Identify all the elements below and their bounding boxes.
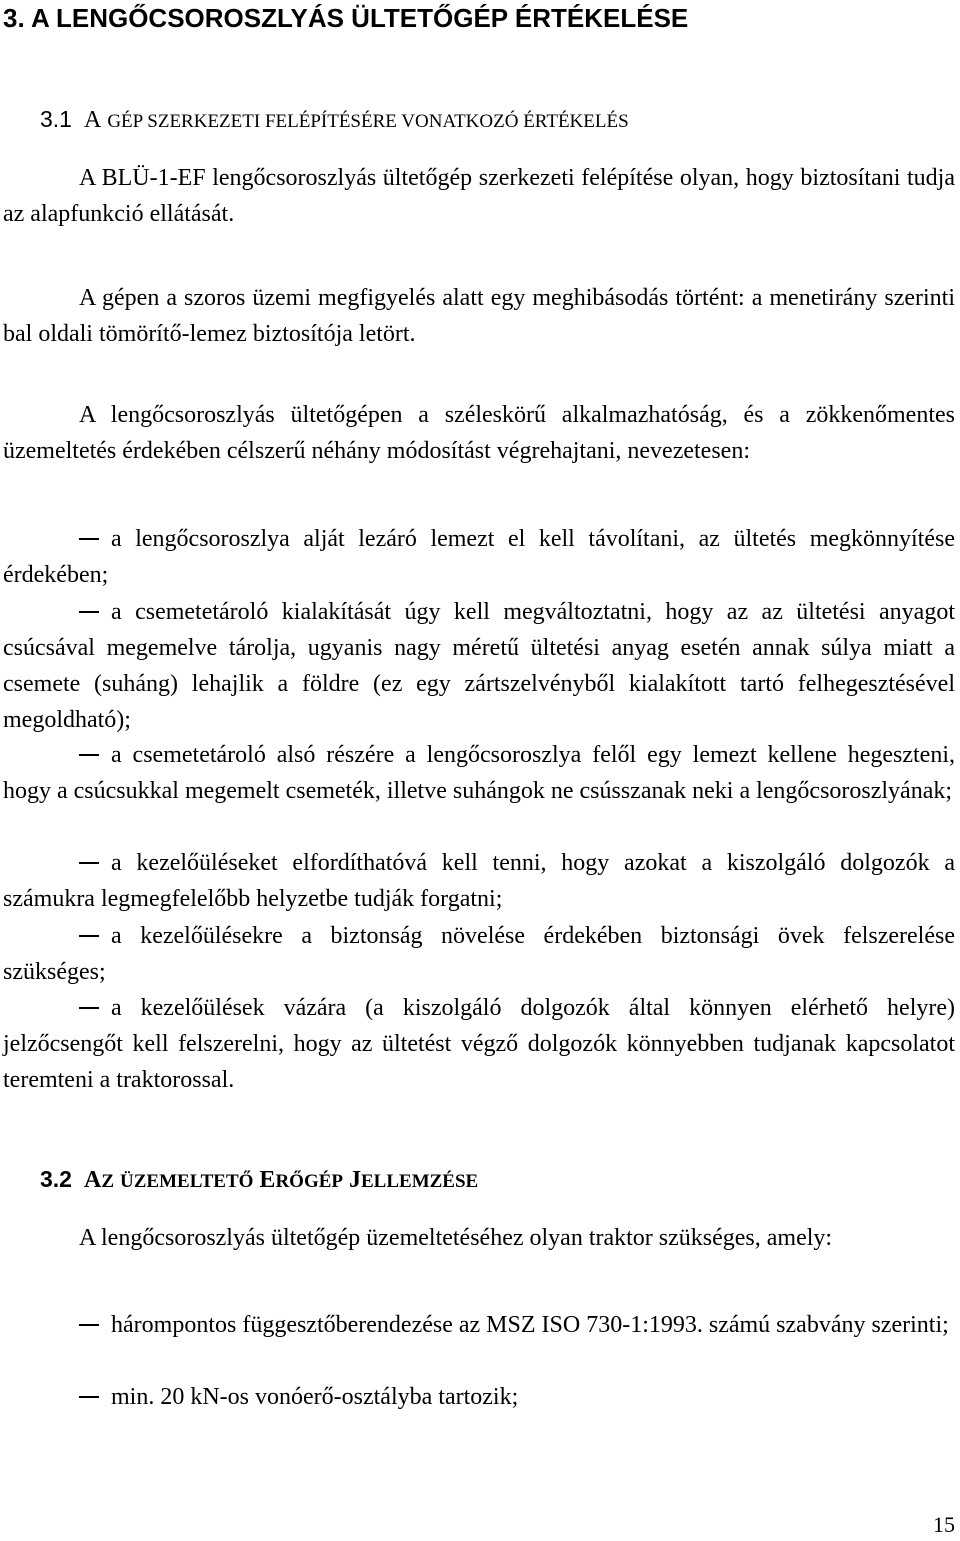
section-title-initial: E bbox=[259, 1167, 276, 1193]
list-item-text: a csemetetároló alsó részére a lengőcsoroszlya felől egy lemezt kellene hegeszteni, hogy a csúcsukkal megemelt csemeték, illetve suhángok ne csússzanak neki a lengőcsoroszlyának; bbox=[3, 742, 955, 804]
list-item bbox=[3, 737, 955, 809]
list-item-text: hárompontos függesztőberendezése az MSZ ISO 730-1:1993. számú szabvány szerinti; bbox=[111, 1312, 949, 1338]
dash-bullet-icon bbox=[79, 754, 99, 756]
paragraph-tractor: A lengőcsoroszlyás ültetőgép üzemeltetéséhez olyan traktor szükséges, amely: bbox=[79, 1225, 833, 1251]
dash-bullet-icon bbox=[79, 1007, 99, 1009]
list-item bbox=[3, 990, 955, 1098]
section-title-initial: J bbox=[349, 1167, 361, 1193]
document-page bbox=[3, 0, 955, 1541]
dash-bullet-icon bbox=[79, 862, 99, 864]
section-number: 3.1 bbox=[40, 106, 72, 132]
list-item bbox=[3, 594, 955, 738]
dash-bullet-icon bbox=[79, 611, 99, 613]
paragraph-intro: A BLÜ-1-EF lengőcsoroszlyás ültetőgép szerkezeti felépítése olyan, hogy biztosítani tudja az alapfunkció ellátását. bbox=[3, 165, 955, 227]
dash-bullet-icon bbox=[79, 935, 99, 937]
section-title-text: ÜZEMELTETŐ bbox=[120, 1171, 254, 1192]
section-3-1-heading bbox=[40, 103, 629, 138]
list-item-text: a lengőcsoroszlya alját lezáró lemezt el kell távolítani, az ültetés megkönnyítése érdekében; bbox=[3, 526, 955, 588]
dash-bullet-icon bbox=[79, 1324, 99, 1326]
list-item-text: min. 20 kN-os vonóerő-osztályba tartozik; bbox=[111, 1384, 519, 1410]
list-item bbox=[3, 918, 955, 990]
chapter-title: 3. A LENGŐCSOROSZLYÁS ÜLTETŐGÉP ÉRTÉKELÉSE bbox=[3, 3, 689, 33]
list-item bbox=[3, 521, 955, 593]
list-item bbox=[3, 1307, 955, 1343]
page-number: 15 bbox=[933, 1512, 955, 1537]
section-title-initial: A bbox=[83, 1167, 102, 1193]
paragraph-modifications: A lengőcsoroszlyás ültetőgépen a széleskörű alkalmazhatóság, és a zökkenőmentes üzemeltetés érdekében célszerű néhány módosítást végrehajtani, nevezetesen: bbox=[3, 402, 955, 464]
list-item-text: a kezelőüléseket elfordíthatóvá kell tenni, hogy azokat a kiszolgáló dolgozók a számukra legmegfelelőbb helyzetbe tudják forgatni; bbox=[3, 850, 955, 912]
paragraph-failure: A gépen a szoros üzemi megfigyelés alatt egy meghibásodás történt: a menetirány szerinti bal oldali tömörítő-lemez biztosítója letört. bbox=[3, 285, 955, 347]
section-title-initial: A bbox=[83, 107, 102, 133]
section-title-text: RŐGÉP bbox=[275, 1171, 343, 1192]
list-item-text: a kezelőülésekre a biztonság növelése érdekében biztonsági övek felszerelése szükséges; bbox=[3, 923, 955, 985]
list-item-text: a kezelőülések vázára (a kiszolgáló dolgozók által könnyen elérhető helyre) jelzőcsengőt kell felszerelni, hogy az ültetést végző dolgozók könnyebben tudjanak kapcsolatot teremteni a traktorossal. bbox=[3, 995, 955, 1093]
list-item bbox=[3, 1379, 955, 1415]
section-title-text: ELLEMZÉSE bbox=[361, 1171, 479, 1192]
section-title-text: GÉP SZERKEZETI FELÉPÍTÉSÉRE VONATKOZÓ ÉRTÉKELÉS bbox=[107, 111, 629, 132]
list-item bbox=[3, 845, 955, 917]
dash-bullet-icon bbox=[79, 538, 99, 540]
dash-bullet-icon bbox=[79, 1396, 99, 1398]
section-title-text: Z bbox=[101, 1171, 115, 1192]
list-item-text: a csemetetároló kialakítását úgy kell megváltoztatni, hogy az az ültetési anyagot csúcsával megemelve tárolja, ugyanis nagy méretű ültetési anyag esetén annak súlya miatt a csemete (suháng) lehajlik a földre (ez egy zártszelvényből kialakított tartó felhegesztésével megoldható); bbox=[3, 599, 955, 733]
section-3-2-heading bbox=[40, 1163, 478, 1198]
section-number: 3.2 bbox=[40, 1166, 72, 1192]
